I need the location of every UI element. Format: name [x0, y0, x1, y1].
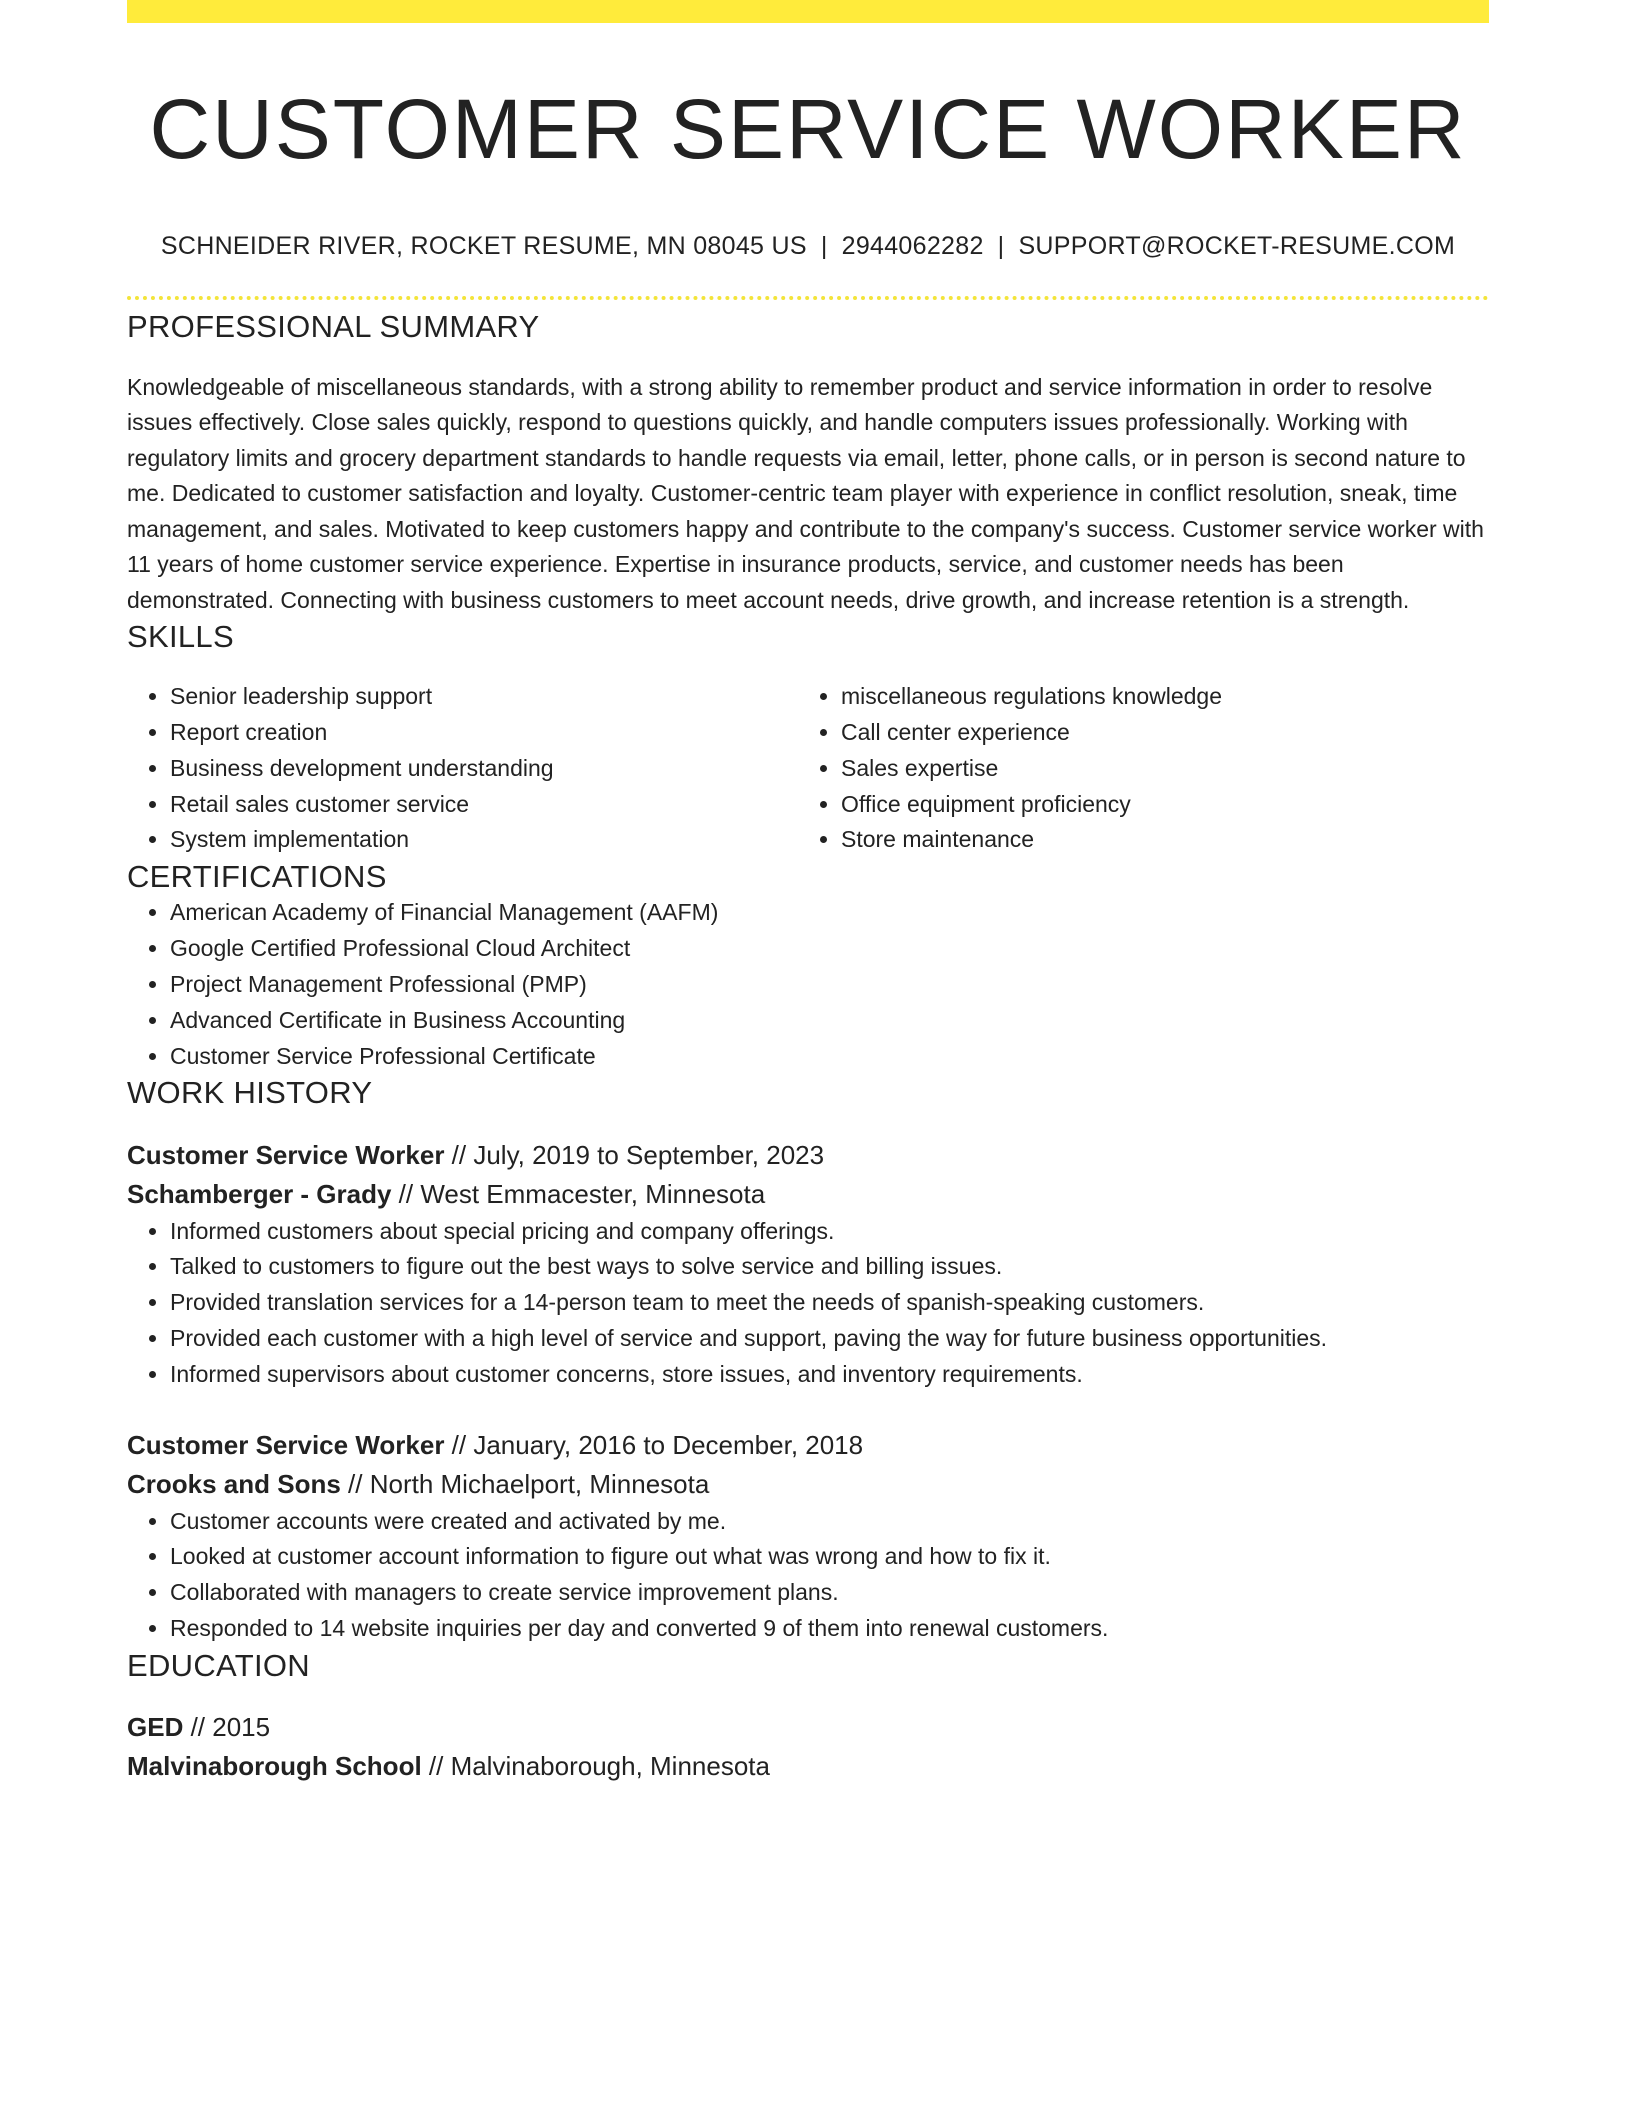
education-degree-line: [127, 1708, 1489, 1747]
job-duty-item: • Customer accounts were created and activated by me.: [170, 1504, 1489, 1540]
certification-item: • Customer Service Professional Certificate: [170, 1039, 1489, 1075]
work-history-section-title: WORK HISTORY: [127, 1075, 373, 1111]
skills-section-title: SKILLS: [127, 619, 234, 655]
job-duty-item: • Collaborated with managers to create service improvement plans.: [170, 1575, 1489, 1611]
job-entry: [127, 1136, 1489, 1393]
summary-text: Knowledgeable of miscellaneous standards, with a strong ability to remember product and service information in order to resolve issues effectively. Close sales quickly, respond to questions quickly, and handle computers issues professionally. Working with regulatory limits and grocery department standards to handle requests via email, letter, phone calls, or in person is second nature to me. Dedicated to customer satisfaction and loyalty. Customer-centric team player with experience in conflict resolution, sneak, time management, and sales. Motivated to keep customers happy and contribute to the company's success. Customer service worker with 11 years of home customer service experience. Expertise in insurance products, service, and customer needs has been demonstrated. Connecting with business customers to meet account needs, drive growth, and increase retention is a strength.: [127, 373, 1484, 613]
summary-section-title: PROFESSIONAL SUMMARY: [127, 309, 540, 345]
job-duty-item: • Provided translation services for a 14-person team to meet the needs of spanish-speaking customers.: [170, 1285, 1489, 1321]
skills-list-left: [127, 679, 798, 858]
job-dates: // July, 2019 to September, 2023: [444, 1139, 825, 1170]
job-duty-item: • Informed customers about special pricing and company offerings.: [170, 1214, 1489, 1250]
skill-item: • Office equipment proficiency: [841, 787, 1469, 823]
education-section-title: EDUCATION: [127, 1647, 310, 1683]
education-year: // 2015: [183, 1711, 271, 1742]
contact-phone: 2944062282: [841, 232, 984, 261]
education-degree: GED: [127, 1711, 184, 1742]
job-role-line: [127, 1426, 1489, 1465]
skill-item: • miscellaneous regulations knowledge: [841, 679, 1469, 715]
job-company: Schamberger - Grady: [127, 1178, 392, 1209]
job-duties-list: [127, 1214, 1489, 1393]
contact-email: SUPPORT@ROCKET-RESUME.COM: [1018, 232, 1456, 261]
job-dates: // January, 2016 to December, 2018: [444, 1429, 864, 1460]
job-duty-item: • Informed supervisors about customer concerns, store issues, and inventory requirements.: [170, 1357, 1489, 1393]
skills-list-right: [798, 679, 1469, 858]
job-location: // North Michaelport, Minnesota: [340, 1468, 710, 1499]
job-company: Crooks and Sons: [127, 1468, 341, 1499]
education-location: // Malvinaborough, Minnesota: [421, 1750, 770, 1781]
job-duties-list: [127, 1504, 1489, 1647]
resume-name: CUSTOMER SERVICE WORKER: [149, 82, 1467, 176]
job-duty-item: • Responded to 14 website inquiries per day and converted 9 of them into renewal customers.: [170, 1611, 1489, 1647]
certification-item: • Project Management Professional (PMP): [170, 967, 1489, 1003]
job-role: Customer Service Worker: [127, 1429, 445, 1460]
skill-item: • Call center experience: [841, 715, 1469, 751]
certification-item: • Advanced Certificate in Business Accounting: [170, 1003, 1489, 1039]
contact-separator: |: [997, 232, 1005, 261]
skill-item: • Business development understanding: [170, 751, 798, 787]
job-location: // West Emmacester, Minnesota: [391, 1178, 766, 1209]
skill-item: • System implementation: [170, 822, 798, 858]
skills-grid: [127, 679, 1489, 858]
dotted-divider: [127, 296, 1489, 300]
certification-item: • Google Certified Professional Cloud Architect: [170, 931, 1489, 967]
job-company-line: [127, 1465, 1489, 1504]
job-entry: [127, 1426, 1489, 1647]
job-duty-item: • Provided each customer with a high level of service and support, paving the way for future business opportunities.: [170, 1321, 1489, 1357]
skill-item: • Store maintenance: [841, 822, 1469, 858]
skill-item: • Retail sales customer service: [170, 787, 798, 823]
certification-item: • American Academy of Financial Management (AAFM): [170, 895, 1489, 931]
job-company-line: [127, 1175, 1489, 1214]
job-role-line: [127, 1136, 1489, 1175]
contact-line: [127, 232, 1489, 261]
job-duty-item: • Talked to customers to figure out the best ways to solve service and billing issues.: [170, 1249, 1489, 1285]
contact-address: SCHNEIDER RIVER, ROCKET RESUME, MN 08045 US: [160, 232, 807, 261]
resume-page: [127, 0, 1489, 1786]
certifications-list: [127, 895, 1489, 1074]
contact-separator: |: [820, 232, 828, 261]
education-school: Malvinaborough School: [127, 1750, 422, 1781]
certifications-section-title: CERTIFICATIONS: [127, 859, 387, 895]
job-role: Customer Service Worker: [127, 1139, 445, 1170]
job-duty-item: • Looked at customer account information to figure out what was wrong and how to fix it.: [170, 1539, 1489, 1575]
education-school-line: [127, 1747, 1489, 1786]
skills-column-right: [798, 679, 1469, 858]
accent-top-bar: [127, 0, 1489, 23]
skill-item: • Senior leadership support: [170, 679, 798, 715]
skill-item: • Sales expertise: [841, 751, 1469, 787]
skill-item: • Report creation: [170, 715, 798, 751]
skills-column-left: [127, 679, 798, 858]
